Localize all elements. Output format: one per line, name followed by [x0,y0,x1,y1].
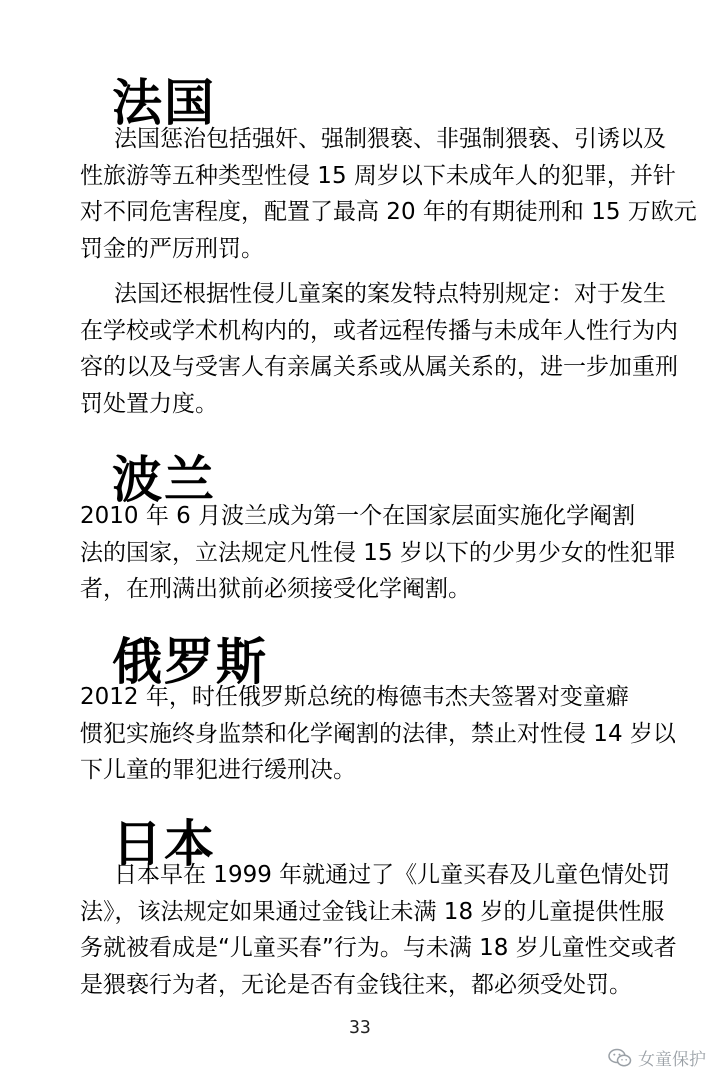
text-line: 性旅游等五种类型性侵 15 周岁以下未成年人的犯罪，并针 [80,162,676,189]
text-line: 惯犯实施终身监禁和化学阉割的法律，禁止对性侵 14 岁以 [80,720,676,747]
text-line: 2010 年 6 月波兰成为第一个在国家层面实施化学阉割 [80,503,636,529]
text-line: 罚处置力度。 [80,390,218,417]
text-line: 者，在刑满出狱前必须接受化学阉割。 [80,576,471,602]
text-line: 法》，该法规定如果通过金钱让未满 18 岁的儿童提供性服 [80,898,665,925]
section-heading-japan: 日本 [112,815,216,873]
watermark-text: 女童保护 [638,1050,706,1070]
paragraph-france-2 [80,276,678,422]
text-line: 务就被看成是“儿童买春”行为。与未满 18 岁儿童性交或者 [80,935,677,961]
section-heading-france: 法国 [112,74,216,132]
page-number: 33 [349,1017,371,1038]
text-line: 在学校或学术机构内的，或者远程传播与未成年人性行为内 [80,317,678,344]
wechat-icon [608,1048,632,1068]
text-line: 容的以及与受害人有亲属关系或从属关系的，进一步加重刑 [80,354,678,380]
watermark [608,1045,706,1070]
text-line: 法国还根据性侵儿童案的案发特点特别规定：对于发生 [114,281,666,307]
text-line: 罚金的严厉刑罚。 [80,235,264,262]
paragraph-russia [80,679,676,789]
text-line: 是猥亵行为者，无论是否有金钱往来，都必须受处罚。 [80,971,632,998]
text-line: 日本早在 1999 年就通过了《儿童买春及儿童色情处罚 [114,862,671,888]
text-line: 法国惩治包括强奸、强制猥亵、非强制猥亵、引诱以及 [114,126,666,152]
text-line: 法的国家，立法规定凡性侵 15 岁以下的少男少女的性犯罪 [80,539,676,566]
text-line: 2012 年，时任俄罗斯总统的梅德韦杰夫签署对变童癖 [80,684,629,710]
text-line: 对不同危害程度，配置了最高 20 年的有期徒刑和 15 万欧元 [80,199,697,225]
section-heading-russia: 俄罗斯 [112,633,268,691]
paragraph-japan [80,857,677,1003]
text-line: 下儿童的罪犯进行缓刑决。 [80,757,356,783]
section-heading-poland: 波兰 [112,451,216,509]
paragraph-france-1 [80,121,697,267]
paragraph-poland [80,498,676,608]
